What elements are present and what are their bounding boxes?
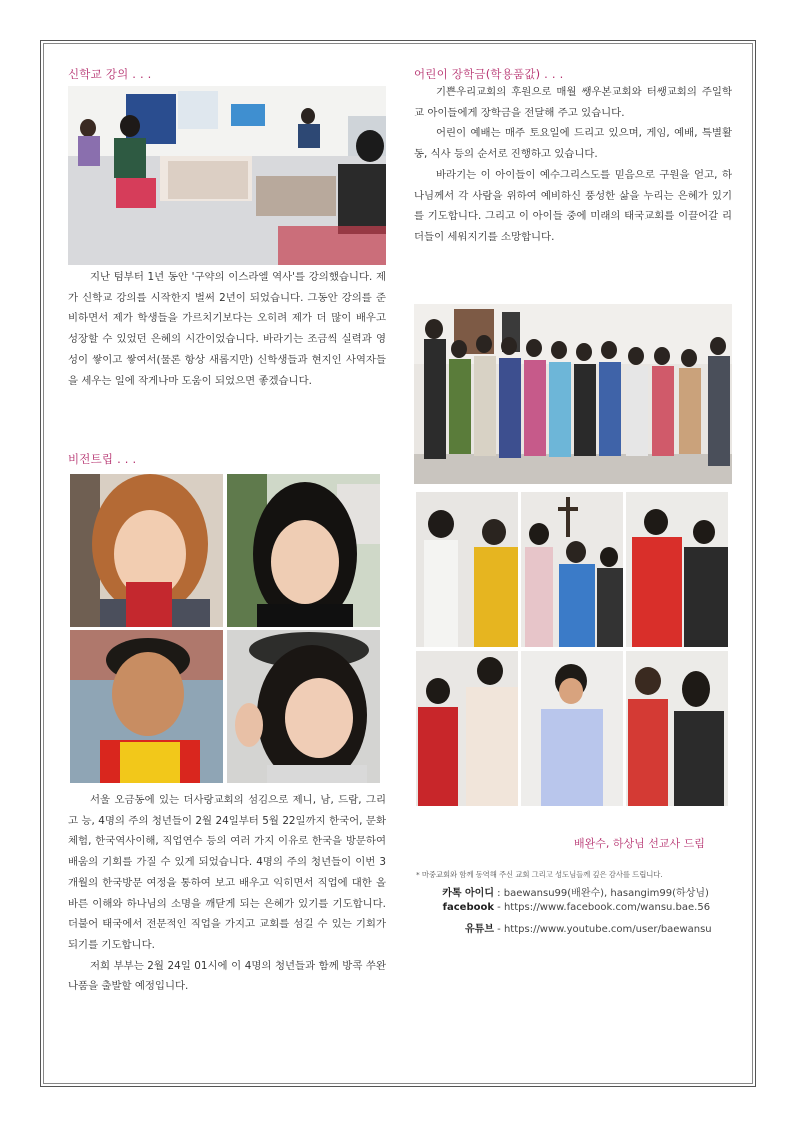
contact-kakao-label: 카톡 아이디 [442,888,494,899]
contact-facebook-label: facebook [442,902,494,913]
scholarship-photo-2 [521,492,623,647]
youth-photo-4 [227,630,380,783]
contact-youtube-link[interactable]: - https://www.youtube.com/user/baewansu [494,924,712,935]
scholarship-paragraph [414,82,732,248]
children-group-photo [414,304,732,484]
scholarship-photo-5 [521,651,623,806]
youth-photo-3 [70,630,223,783]
vision-trip-paragraph [68,790,386,997]
contact-youtube-label: 유튜브 [465,924,494,935]
contact-facebook-link[interactable]: - https://www.facebook.com/wansu.bae.56 [494,902,711,913]
scholarship-text-2: 어린이 예배는 매주 토요일에 드리고 있으며, 게임, 예배, 특별활동, 식사 등의 순서로 진행하고 있습니다. [414,127,732,161]
seminary-heading: 신학교 강의 . . . [68,67,152,81]
youth-photo-1 [70,474,223,627]
scholarship-photo-1 [416,492,518,647]
youth-photo-2 [227,474,380,627]
seminary-text: 지난 텀부터 1년 동안 '구약의 이스라엘 역사'를 강의했습니다. 제가 신학교 강의를 시작한지 벌써 2년이 되었습니다. 그동안 강의를 준비하면서 제가 학생들을 가르치기보다는 오히려 제가 더 많이 배우고 성장할 수 있었던 은혜의 시간이었습니다. 바라기는 조금씩 실력과 영성이 쌓이고 쌓여서(물론 항상 새롭지만) 신학생들과 현지인 사역자들을 세우는 일에 작게나마 도움이 되었으면 좋겠습니다. [68,271,386,387]
seminary-class-photo [68,86,386,265]
scholarship-text-3: 바라기는 이 아이들이 예수그리스도를 믿음으로 구원을 얻고, 하나님께서 각 사람을 위하여 예비하신 풍성한 삶을 누리는 은혜가 있기를 기도합니다. 그리고 이 아이들 중에 미래의 태국교회를 이끌어갈 리더들이 세워지기를 소망합니다. [414,168,732,243]
contact-youtube [416,920,712,935]
vision-trip-text-1: 서울 오금동에 있는 더사랑교회의 섬김으로 제니, 남, 드람, 그리고 능, 4명의 주의 청년들이 2월 24일부터 5월 22일까지 한국어, 문화체험, 한국역사이해, 직업연수 등의 여러 가지 이유로 한국을 방문하여 배움의 기회를 가질 수 있게 되었습니다. 4명의 주의 청년들이 이번 3개월의 한국방문 여정을 통하여 보고 배우고 익히면서 직업에 대한 올바른 이해와 하나님의 소명을 깨닫게 되는 은혜가 있기를 기도합니다. 더불어 태국에서 전문적인 직업을 가지고 교회를 섬길 수 있는 기회가 되기를 기도합니다. [68,794,386,951]
contact-kakao [416,884,709,899]
contact-facebook [416,902,710,913]
scholarship-text-1: 기쁜우리교회의 후원으로 매월 쌩우본교회와 터쌩교회의 주일학교 아이들에게 장학금을 전달해 주고 있습니다. [414,86,732,119]
scholarship-photo-3 [626,492,728,647]
scholarship-heading: 어린이 장학금(학용품값) . . . [414,67,564,81]
signature: 배완수, 하상님 선교사 드림 [574,837,705,850]
scholarship-photo-6 [626,651,728,806]
vision-trip-text-2: 저희 부부는 2월 24일 01시에 이 4명의 청년들과 함께 방콕 쑤완나품을 출발할 예정입니다. [68,959,386,993]
scholarship-photo-4 [416,651,518,806]
contact-kakao-value: : baewansu99(배완수), hasangim99(하상님) [494,888,709,899]
vision-trip-heading: 비전트립 . . . [68,452,137,466]
thanks-note: * 마중교회와 함께 동역해 주신 교회 그리고 성도님들께 깊은 감사를 드립니다. [416,870,663,879]
seminary-paragraph [68,267,386,391]
